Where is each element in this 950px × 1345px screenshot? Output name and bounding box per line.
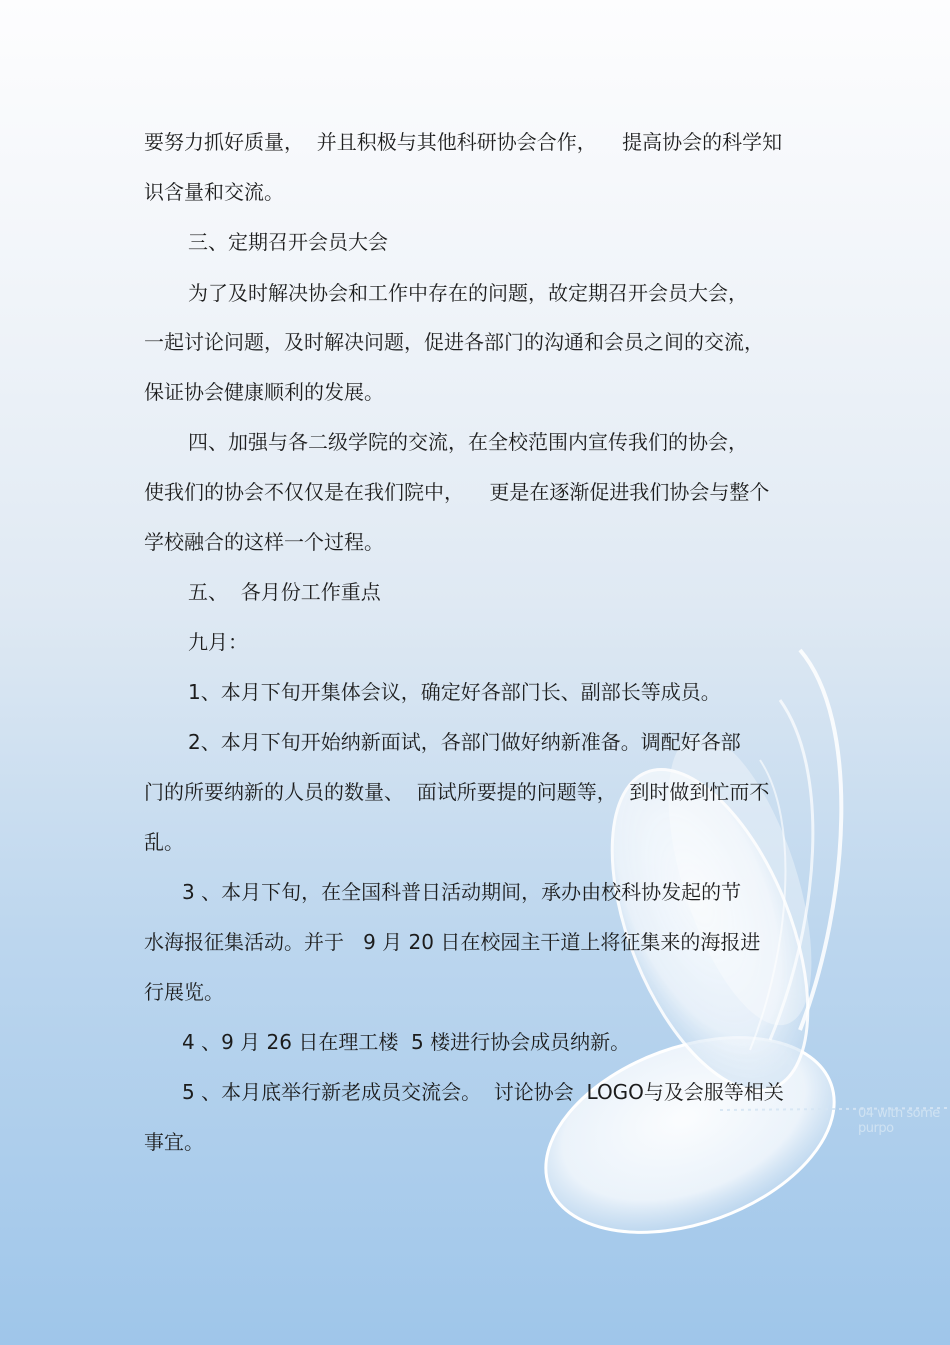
list-item: 4 、9 月 26 日在理工楼 5 楼进行协会成员纳新。 <box>182 1030 631 1054</box>
list-item: 2、本月下旬开始纳新面试，各部门做好纳新准备。调配好各部 <box>188 730 741 754</box>
text-line: 为了及时解决协会和工作中存在的问题，故定期召开会员大会， <box>188 281 748 305</box>
list-item: 1、本月下旬开集体会议，确定好各部门长、副部长等成员。 <box>188 680 721 704</box>
list-item: 5 、本月底举行新老成员交流会。 讨论协会 LOGO与及会服等相关 <box>182 1080 784 1104</box>
text-line: 乱。 <box>144 830 184 854</box>
text-line: 行展览。 <box>144 980 224 1004</box>
background-watermark-text: 04 with some purpo <box>858 1106 940 1136</box>
text-line: 识含量和交流。 <box>144 180 284 204</box>
text-line: 门的所要纳新的人员的数量、 面试所要提的问题等， 到时做到忙而不 <box>144 780 770 804</box>
list-item: 3 、本月下旬，在全国科普日活动期间，承办由校科协发起的节 <box>182 880 742 904</box>
month-heading: 九月： <box>188 630 248 654</box>
text-line: 保证协会健康顺利的发展。 <box>144 380 384 404</box>
text-line: 一起讨论问题，及时解决问题，促进各部门的沟通和会员之间的交流， <box>144 330 764 354</box>
section-heading: 五、 各月份工作重点 <box>188 580 381 604</box>
text-line: 使我们的协会不仅仅是在我们院中， 更是在逐渐促进我们协会与整个 <box>144 480 770 504</box>
text-line: 事宜。 <box>144 1130 204 1154</box>
section-heading: 三、定期召开会员大会 <box>188 230 388 254</box>
text-line: 学校融合的这样一个过程。 <box>144 530 384 554</box>
section-heading: 四、加强与各二级学院的交流，在全校范围内宣传我们的协会， <box>188 430 748 454</box>
text-line: 要努力抓好质量， 并且积极与其他科研协会合作， 提高协会的科学知 <box>144 130 783 154</box>
text-line: 水海报征集活动。并于 9 月 20 日在校园主干道上将征集来的海报进 <box>144 930 761 954</box>
